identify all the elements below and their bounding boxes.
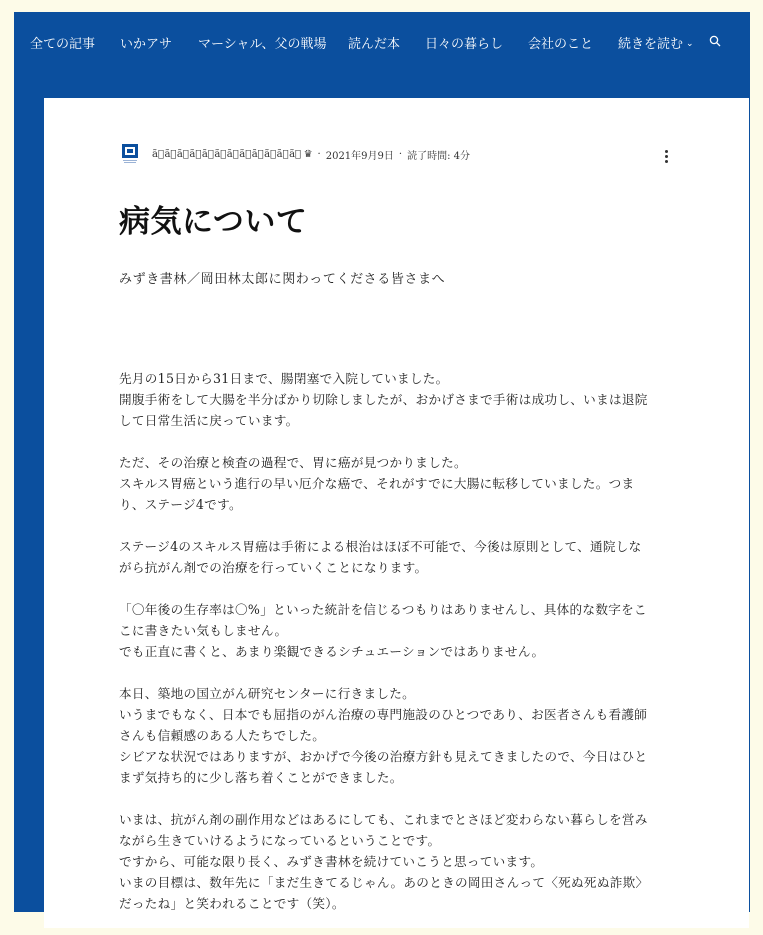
paragraph-line: さんも信頼感のある人たちでした。	[119, 728, 326, 743]
post-title: 病気について	[119, 204, 308, 240]
paragraph-line: いまは、抗がん剤の副作用などはあるにしても、これまでとさほど変わらない暮らしを営み	[119, 812, 648, 827]
paragraph-line: 先月の15日から31日まで、腸閉塞で入院していました。	[119, 371, 449, 386]
nav-item-ikaasa[interactable]: いかアサ	[120, 37, 173, 52]
paragraph-line: いまの目標は、数年先に「まだ生きてるじゃん。あのときの岡田さんって〈死ぬ死ぬ詐欺〉	[119, 875, 649, 890]
nav-item-all-posts[interactable]: 全ての記事	[30, 37, 96, 52]
crown-icon: ♛	[303, 148, 313, 160]
nav-item-marshall[interactable]: マーシャル、父の戦場	[198, 37, 327, 52]
chevron-down-icon: ⌄	[686, 39, 694, 49]
post-card	[44, 98, 749, 928]
paragraph-line: ながら生きていけるようになっているということです。	[119, 833, 441, 848]
search-icon[interactable]	[709, 35, 721, 47]
paragraph-line: いうまでもなく、日本でも屈指のがん治療の専門施設のひとつであり、お医者さんも看護師	[119, 707, 648, 722]
post-subtitle: みずき書林／岡田林太郎に関わってくださる皆さまへ	[119, 272, 446, 287]
nav-item-company[interactable]: 会社のこと	[528, 37, 594, 52]
paragraph-line: こに書きたい気もしません。	[119, 623, 288, 638]
meta-separator: ·	[317, 148, 321, 160]
more-options-icon[interactable]	[665, 150, 669, 164]
paragraph-line: 開腹手術をして大腸を半分ばかり切除しましたが、おかげさまで手術は成功し、いまは退院	[119, 392, 648, 407]
paragraph-line: 本日、築地の国立がん研究センターに行きました。	[119, 686, 416, 701]
paragraph	[119, 368, 679, 431]
paragraph-line: だったね」と笑われることです（笑）。	[119, 896, 345, 911]
site-header-frame	[14, 12, 750, 912]
paragraph-line: まず気持ち的に少し落ち着くことができました。	[119, 770, 403, 785]
nav-item-more-label: 続きを読む	[618, 37, 684, 52]
paragraph-line: ステージ4のスキルス胃癌は手術による根治はほぼ不可能で、今後は原則として、通院しな	[119, 539, 642, 554]
paragraph	[119, 683, 679, 788]
paragraph-line: ただ、その治療と検査の過程で、胃に癌が見つかりました。	[119, 455, 467, 470]
meta-separator: ·	[398, 148, 403, 160]
paragraph	[119, 809, 679, 914]
paragraph-line: シビアな状況ではありますが、おかげで今後の治療方針も見えてきましたので、今日はひと	[119, 749, 648, 764]
nav-item-daily-life[interactable]: 日々の暮らし	[425, 37, 504, 52]
paragraph	[119, 452, 679, 515]
nav-item-books-read[interactable]: 読んだ本	[348, 37, 401, 52]
post-body	[119, 368, 679, 935]
paragraph-line: 「〇年後の生存率は〇%」といった統計を信じるつもりはありませんし、具体的な数字をこ	[119, 602, 647, 617]
paragraph-line: して日常生活に戻っています。	[119, 413, 299, 428]
post-meta	[122, 143, 682, 165]
avatar[interactable]	[122, 144, 138, 164]
read-time: 読了時間: 4分	[407, 150, 471, 162]
paragraph	[119, 536, 679, 578]
paragraph	[119, 599, 679, 662]
paragraph-line: り、ステージ4です。	[119, 497, 242, 512]
author-name[interactable]: ã⃞ã⃞ã⃞ã⃞ã⃞ã⃞ã⃞ã⃞ã⃞ã⃞ã⃞ã⃞	[152, 148, 302, 160]
paragraph-line: でも正直に書くと、あまり楽観できるシチュエーションではありません。	[119, 644, 545, 659]
main-nav	[14, 12, 750, 86]
nav-item-more[interactable]	[618, 33, 694, 52]
post-date: 2021年9月9日	[325, 150, 394, 162]
paragraph-line: スキルス胃癌という進行の早い厄介な癌で、それがすでに大腸に転移していました。つま	[119, 476, 635, 491]
paragraph-line: ですから、可能な限り長く、みずき書林を続けていこうと思っています。	[119, 854, 544, 869]
paragraph-line: がら抗がん剤での治療を行っていくことになります。	[119, 560, 428, 575]
